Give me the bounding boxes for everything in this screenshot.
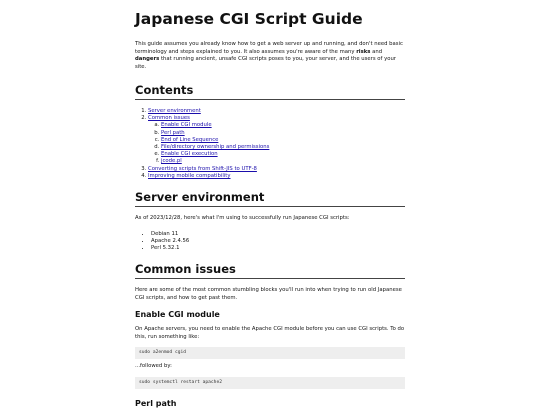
toc-link-enable-cgi-execution[interactable]: Enable CGI execution (161, 151, 218, 158)
toc-subitem (161, 144, 405, 151)
server-environment-list (135, 231, 405, 253)
server-environment-heading: Server environment (135, 190, 405, 207)
toc-item-common-issues (148, 115, 405, 165)
toc-subitem (161, 122, 405, 129)
toc-subitem (161, 151, 405, 158)
intro-text-1: This guide assumes you already know how to get a web server up and running, and don't need basic terminology and steps explained to you. It also assumes you're aware of the many (135, 41, 403, 55)
code-block-enable-cgi[interactable]: sudo a2enmod cgid (135, 347, 405, 359)
intro-dangers: dangers (135, 56, 160, 62)
list-item: • Debian 11 (151, 231, 405, 238)
toc-subitem (161, 158, 405, 165)
intro-risks: risks (356, 48, 371, 55)
list-item: • Apache 2.4.56 (151, 238, 405, 245)
toc-subitem (161, 130, 405, 137)
perl-path-heading: Perl path (135, 398, 177, 408)
intro-paragraph (135, 41, 405, 71)
intro-text-2: that running ancient, unsafe CGI scripts poses to you, your server, and the users of your site. (135, 56, 396, 70)
toc-link-ownership-permissions[interactable]: File/directory ownership and permissions (161, 144, 270, 151)
page-title: Japanese CGI Script Guide (135, 10, 363, 28)
toc-link-enable-cgi-module[interactable]: Enable CGI module (161, 122, 212, 129)
toc-item-converting (148, 166, 405, 173)
followed-by-text: ...followed by: (135, 363, 172, 370)
toc-item-server-environment (148, 108, 405, 115)
common-issues-heading: Common issues (135, 262, 405, 279)
table-of-contents (135, 108, 405, 180)
toc-link-server-environment[interactable]: Server environment (148, 108, 201, 114)
toc-item-mobile (148, 173, 405, 180)
toc-link-jcode[interactable]: jcode.pl (161, 158, 182, 165)
list-item: • Perl 5.32.1 (151, 245, 405, 252)
enable-cgi-text: On Apache servers, you need to enable the Apache CGI module before you can use CGI scripts. To do this, run something like: (135, 326, 405, 340)
toc-link-common-issues[interactable]: Common issues (148, 115, 190, 122)
toc-link-mobile[interactable]: Improving mobile compatibility (148, 172, 231, 179)
contents-heading: Contents (135, 83, 405, 100)
common-issues-text: Here are some of the most common stumbling blocks you'll run into when trying to run old Japanese CGI scripts, and how to get past them. (135, 287, 402, 301)
enable-cgi-heading: Enable CGI module (135, 310, 220, 320)
intro-and: and (370, 48, 383, 55)
toc-link-converting[interactable]: Converting scripts from Shift-JIS to UTF-8 (148, 165, 257, 172)
toc-link-end-of-line[interactable]: End of Line Sequence (161, 136, 219, 143)
code-block-restart-apache[interactable]: sudo systemctl restart apache2 (135, 377, 405, 389)
toc-link-perl-path[interactable]: Perl path (161, 129, 185, 136)
toc-sublist (148, 122, 405, 165)
toc-subitem (161, 137, 405, 144)
page (135, 0, 405, 409)
server-environment-text: As of 2023/12/28, here's what I'm using to successfully run Japanese CGI scripts: (135, 215, 350, 222)
